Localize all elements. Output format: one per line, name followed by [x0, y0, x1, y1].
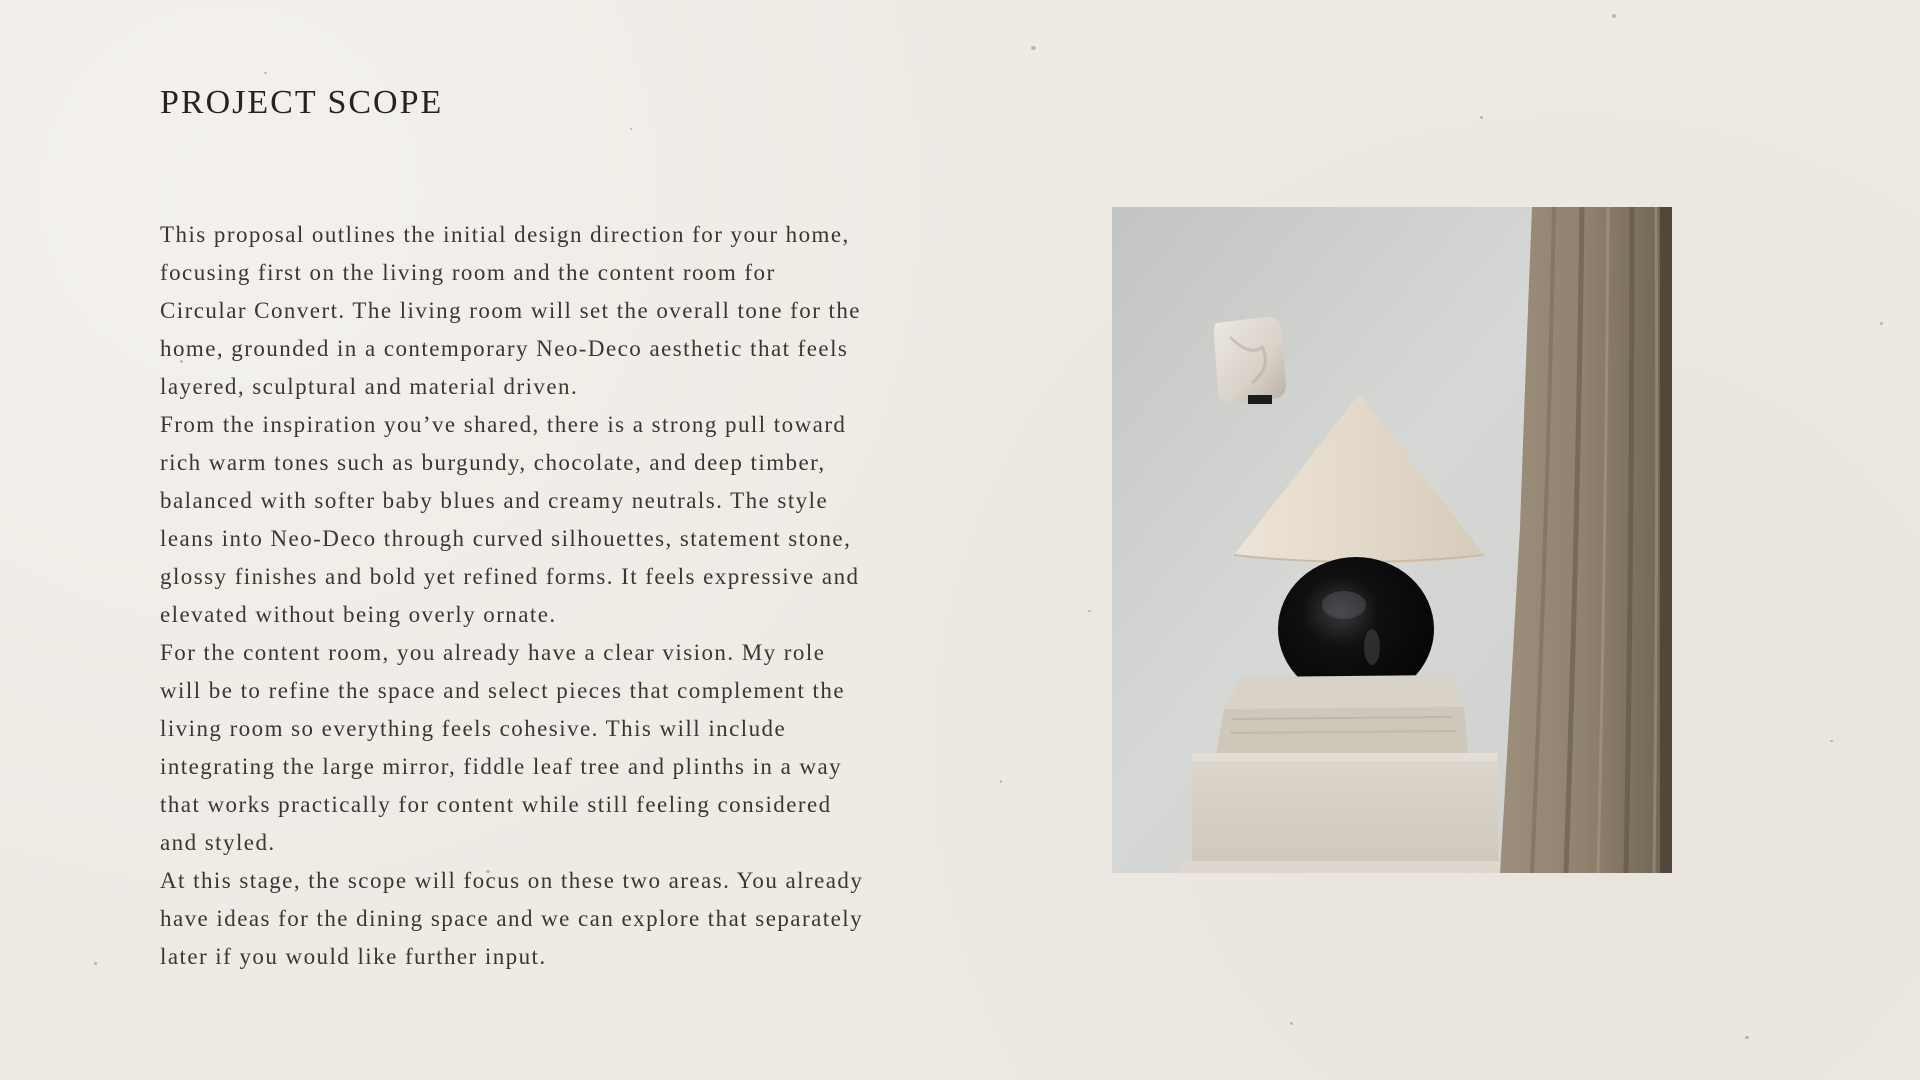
text-line: that works practically for content while still feeling considered [160, 792, 832, 817]
lamp-photo [1112, 207, 1672, 873]
stone-plinth [1180, 675, 1510, 873]
text-line: layered, sculptural and material driven. [160, 374, 579, 399]
text-line: This proposal outlines the initial design direction for your home, [160, 222, 850, 247]
paper-speck [1830, 740, 1833, 742]
text-line: balanced with softer baby blues and creamy neutrals. The style [160, 488, 829, 513]
paper-speck [1290, 1022, 1293, 1025]
page-title: PROJECT SCOPE [160, 84, 444, 121]
text-line: have ideas for the dining space and we can explore that separately [160, 906, 864, 931]
paper-speck [264, 72, 267, 74]
paragraph-inspiration [160, 406, 920, 634]
text-line: rich warm tones such as burgundy, chocolate, and deep timber, [160, 450, 826, 475]
paper-speck [1031, 46, 1036, 50]
paper-speck [1745, 1036, 1749, 1039]
paper-speck [1088, 610, 1091, 612]
text-line: home, grounded in a contemporary Neo-Deco aesthetic that feels [160, 336, 849, 361]
project-scope-text [160, 216, 920, 976]
text-line: focusing first on the living room and the content room for [160, 260, 776, 285]
text-line: glossy finishes and bold yet refined forms. It feels expressive and [160, 564, 860, 589]
text-line: For the content room, you already have a clear vision. My role [160, 640, 826, 665]
text-line: Circular Convert. The living room will set the overall tone for the [160, 298, 861, 323]
text-line: integrating the large mirror, fiddle leaf tree and plinths in a way [160, 754, 843, 779]
text-line: At this stage, the scope will focus on these two areas. You already [160, 868, 864, 893]
text-line: later if you would like further input. [160, 944, 547, 969]
lamp-illustration [1112, 207, 1672, 873]
text-line: and styled. [160, 830, 276, 855]
text-line: will be to refine the space and select pieces that complement the [160, 678, 845, 703]
wall-sconce [1214, 317, 1286, 404]
paper-speck [1612, 14, 1616, 18]
text-line: living room so everything feels cohesive. This will include [160, 716, 787, 741]
text-line: From the inspiration you’ve shared, there is a strong pull toward [160, 412, 847, 437]
text-line: leans into Neo-Deco through curved silhouettes, statement stone, [160, 526, 852, 551]
paper-speck [94, 962, 97, 965]
paper-speck [1880, 322, 1883, 325]
paper-speck [1480, 116, 1483, 119]
paragraph-content-room [160, 634, 920, 862]
paragraph-scope-stage [160, 862, 920, 976]
paragraph-intro [160, 216, 920, 406]
paper-speck [1000, 780, 1002, 783]
text-line: elevated without being overly ornate. [160, 602, 557, 627]
paper-speck [630, 128, 632, 130]
